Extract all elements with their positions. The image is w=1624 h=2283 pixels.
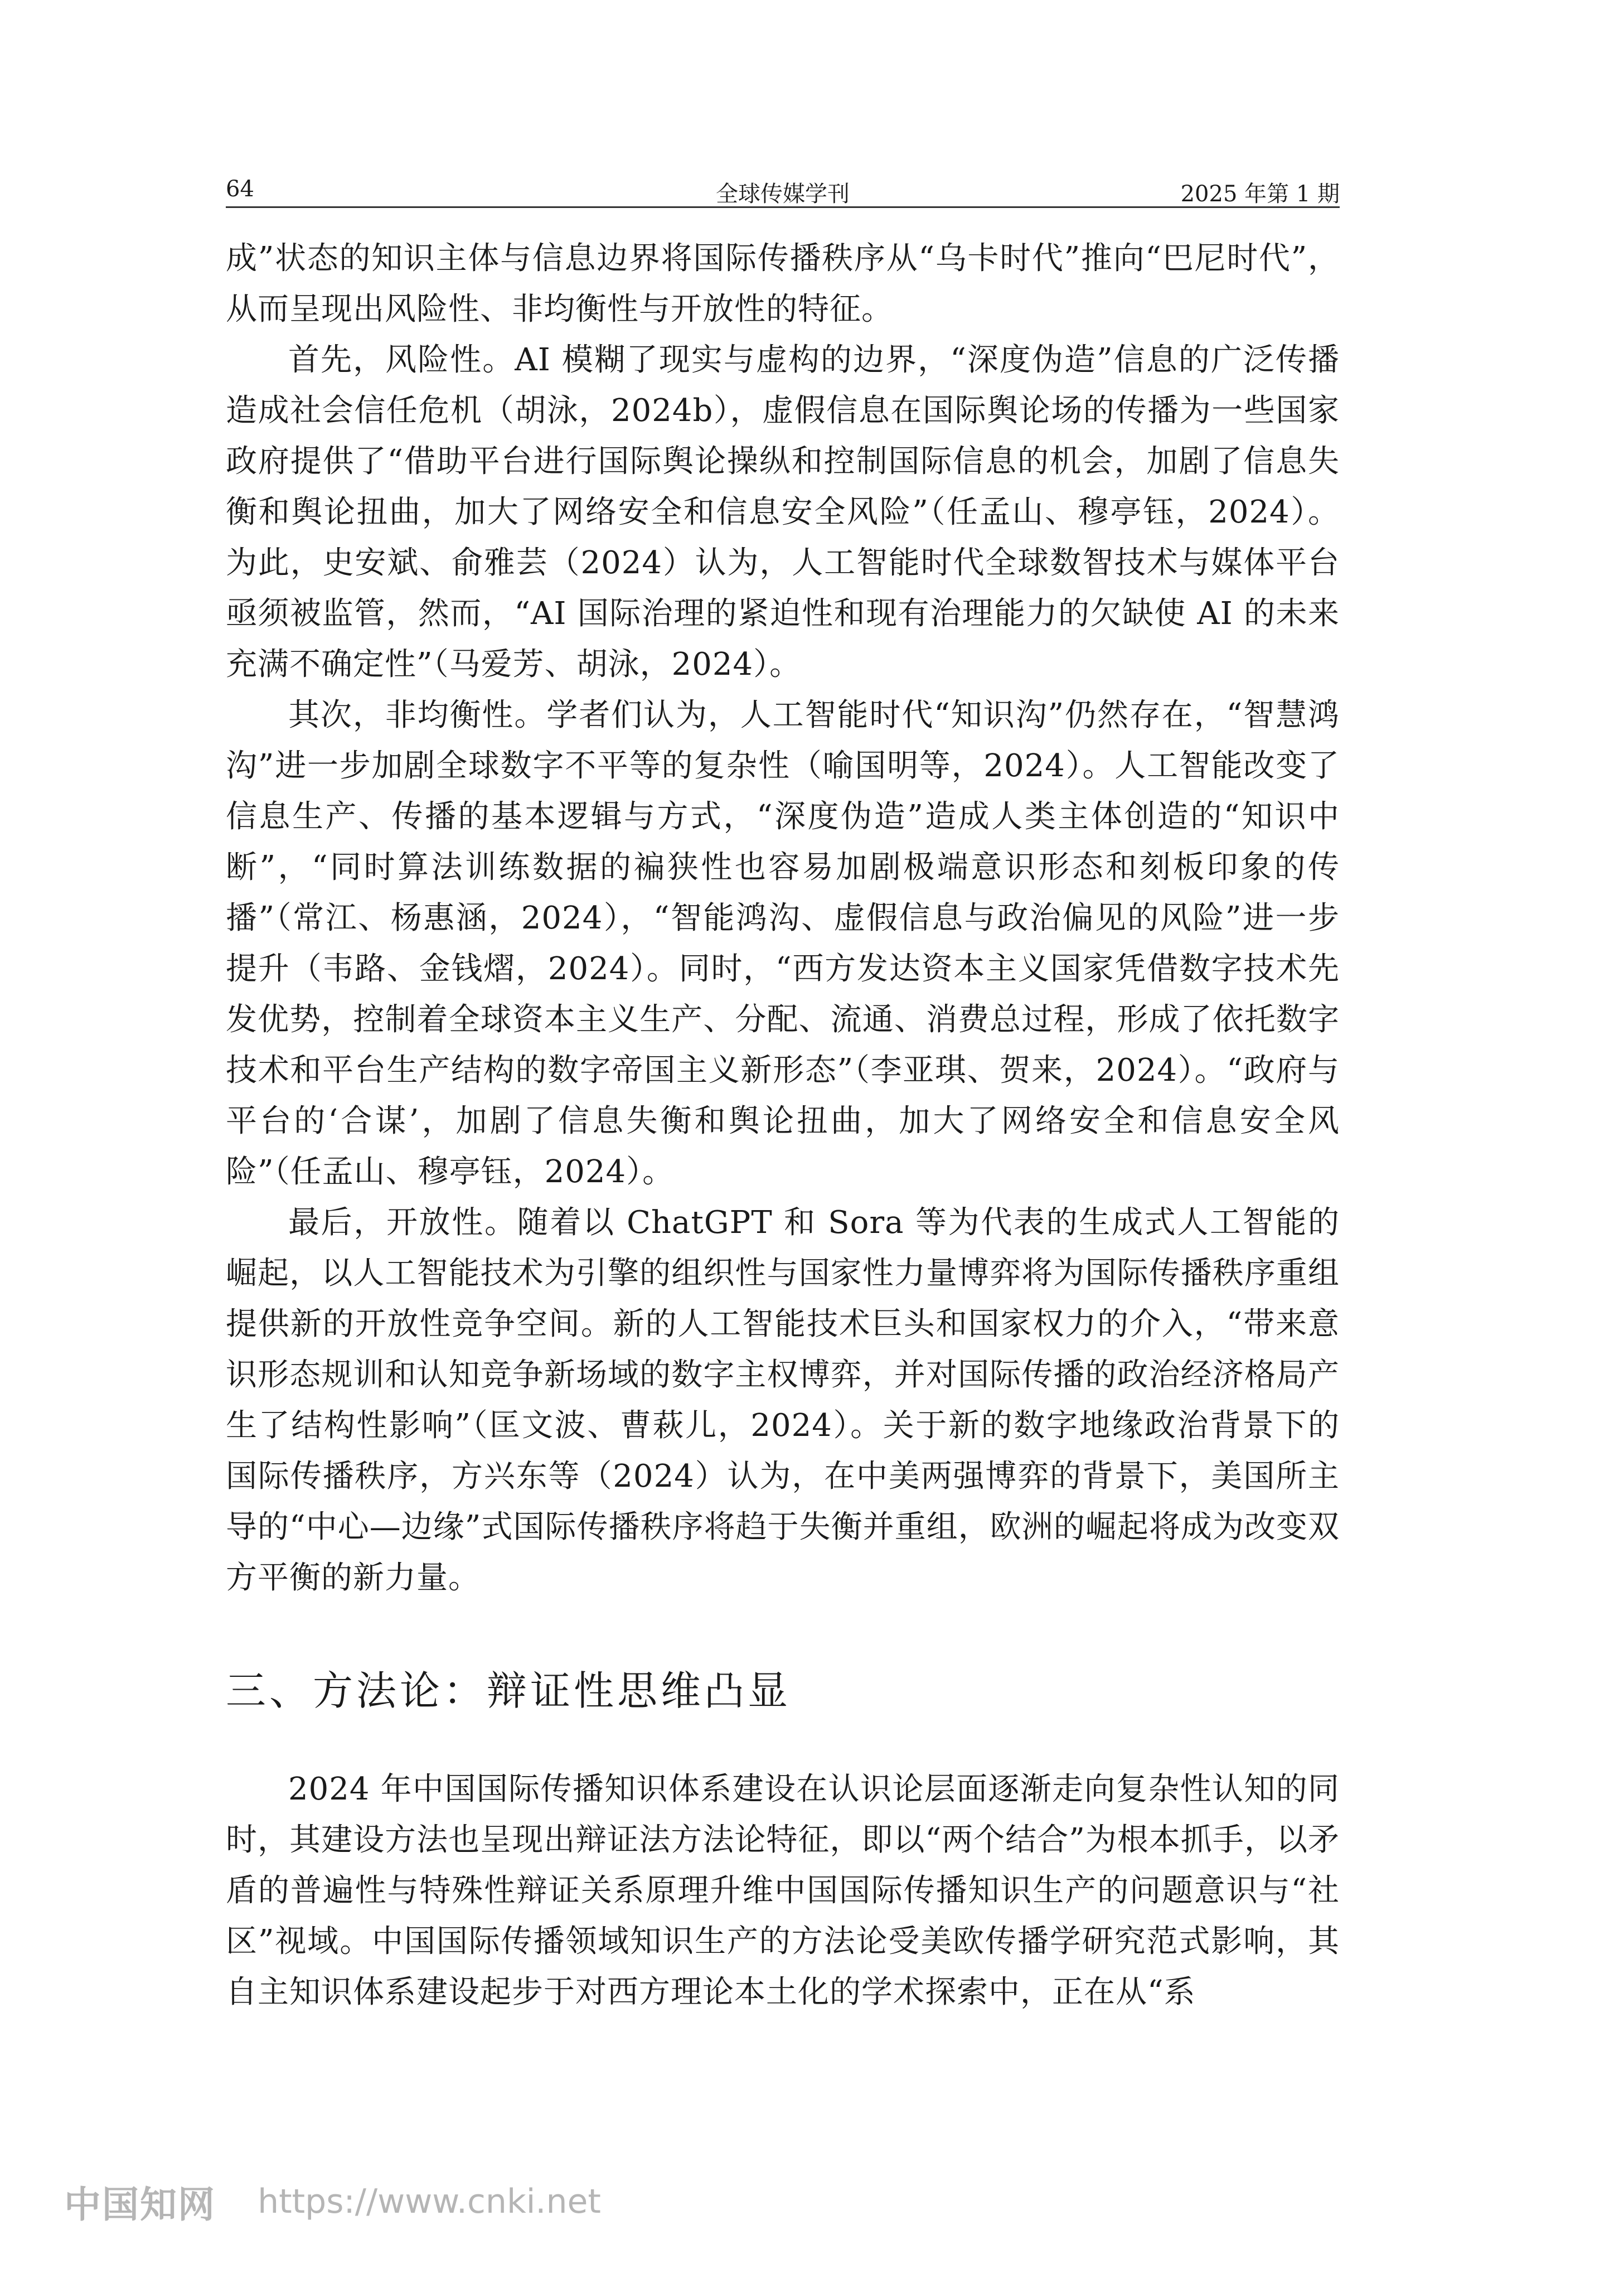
page-number: 64	[226, 176, 254, 202]
cnki-watermark	[64, 2175, 601, 2228]
paragraph-imbalance: 其次，非均衡性。学者们认为，人工智能时代“知识沟”仍然存在，“智慧鸿沟”进一步加剧全球数字不平等的复杂性（喻国明等，2024）。人工智能改变了信息生产、传播的基本逻辑与方式，“深度伪造”造成人类主体创造的“知识中断”，“同时算法训练数据的褊狭性也容易加剧极端意识形态和刻板印象的传播”（常江、杨惠涵，2024），“智能鸿沟、虚假信息与政治偏见的风险”进一步提升（韦路、金钱熠，2024）。同时，“西方发达资本主义国家凭借数字技术先发优势，控制着全球资本主义生产、分配、流通、消费总过程，形成了依托数字技术和平台生产结构的数字帝国主义新形态”（李亚琪、贺来，2024）。“政府与平台的‘合谋’，加剧了信息失衡和舆论扭曲，加大了网络安全和信息安全风险”（任孟山、穆亭钰，2024）。	[226, 697, 1340, 1190]
paragraph-openness: 最后，开放性。随着以 ChatGPT 和 Sora 等为代表的生成式人工智能的崛起，以人工智能技术为引擎的组织性与国家性力量博弈将为国际传播秩序重组提供新的开放性竞争空间。新的人工智能技术巨头和国家权力的介入，“带来意识形态规训和认知竞争新场域的数字主权博弈，并对国际传播的政治经济格局产生了结构性影响”（匡文波、曹萩儿，2024）。关于新的数字地缘政治背景下的国际传播秩序，方兴东等（2024）认为，在中美两强博弈的背景下，美国所主导的“中心—边缘”式国际传播秩序将趋于失衡并重组，欧洲的崛起将成为改变双方平衡的新力量。	[226, 1205, 1340, 1596]
journal-title: 全球传媒学刊	[716, 181, 850, 207]
paragraph-risk: 首先，风险性。AI 模糊了现实与虚构的边界，“深度伪造”信息的广泛传播造成社会信任危机（胡泳，2024b），虚假信息在国际舆论场的传播为一些国家政府提供了“借助平台进行国际舆论操纵和控制国际信息的机会，加剧了信息失衡和舆论扭曲，加大了网络安全和信息安全风险”（任孟山、穆亭钰，2024）。为此，史安斌、俞雅芸（2024）认为，人工智能时代全球数智技术与媒体平台亟须被监管，然而，“AI 国际治理的紧迫性和现有治理能力的欠缺使 AI 的未来充满不确定性”（马爱芳、胡泳，2024）。	[226, 342, 1340, 683]
paragraph-methodology: 2024 年中国国际传播知识体系建设在认识论层面逐渐走向复杂性认知的同时，其建设方法也呈现出辩证法方法论特征，即以“两个结合”为根本抓手，以矛盾的普遍性与特殊性辩证关系原理升维中国国际传播知识生产的问题意识与“社区”视域。中国国际传播领域知识生产的方法论受美欧传播学研究范式影响，其自主知识体系建设起步于对西方理论本土化的学术探索中，正在从“系	[226, 1771, 1340, 2010]
section-heading: 三、方法论：辩证性思维凸显	[226, 1667, 792, 1714]
article-body	[226, 233, 1340, 2018]
paragraph-continued: 成”状态的知识主体与信息边界将国际传播秩序从“乌卡时代”推向“巴尼时代”，从而呈现出风险性、非均衡性与开放性的特征。	[226, 240, 1340, 327]
issue-label: 2025 年第 1 期	[1180, 181, 1340, 207]
watermark-brand: 中国知网	[64, 2183, 216, 2226]
watermark-url: https://www.cnki.net	[258, 2182, 601, 2221]
page-header	[226, 167, 1340, 208]
